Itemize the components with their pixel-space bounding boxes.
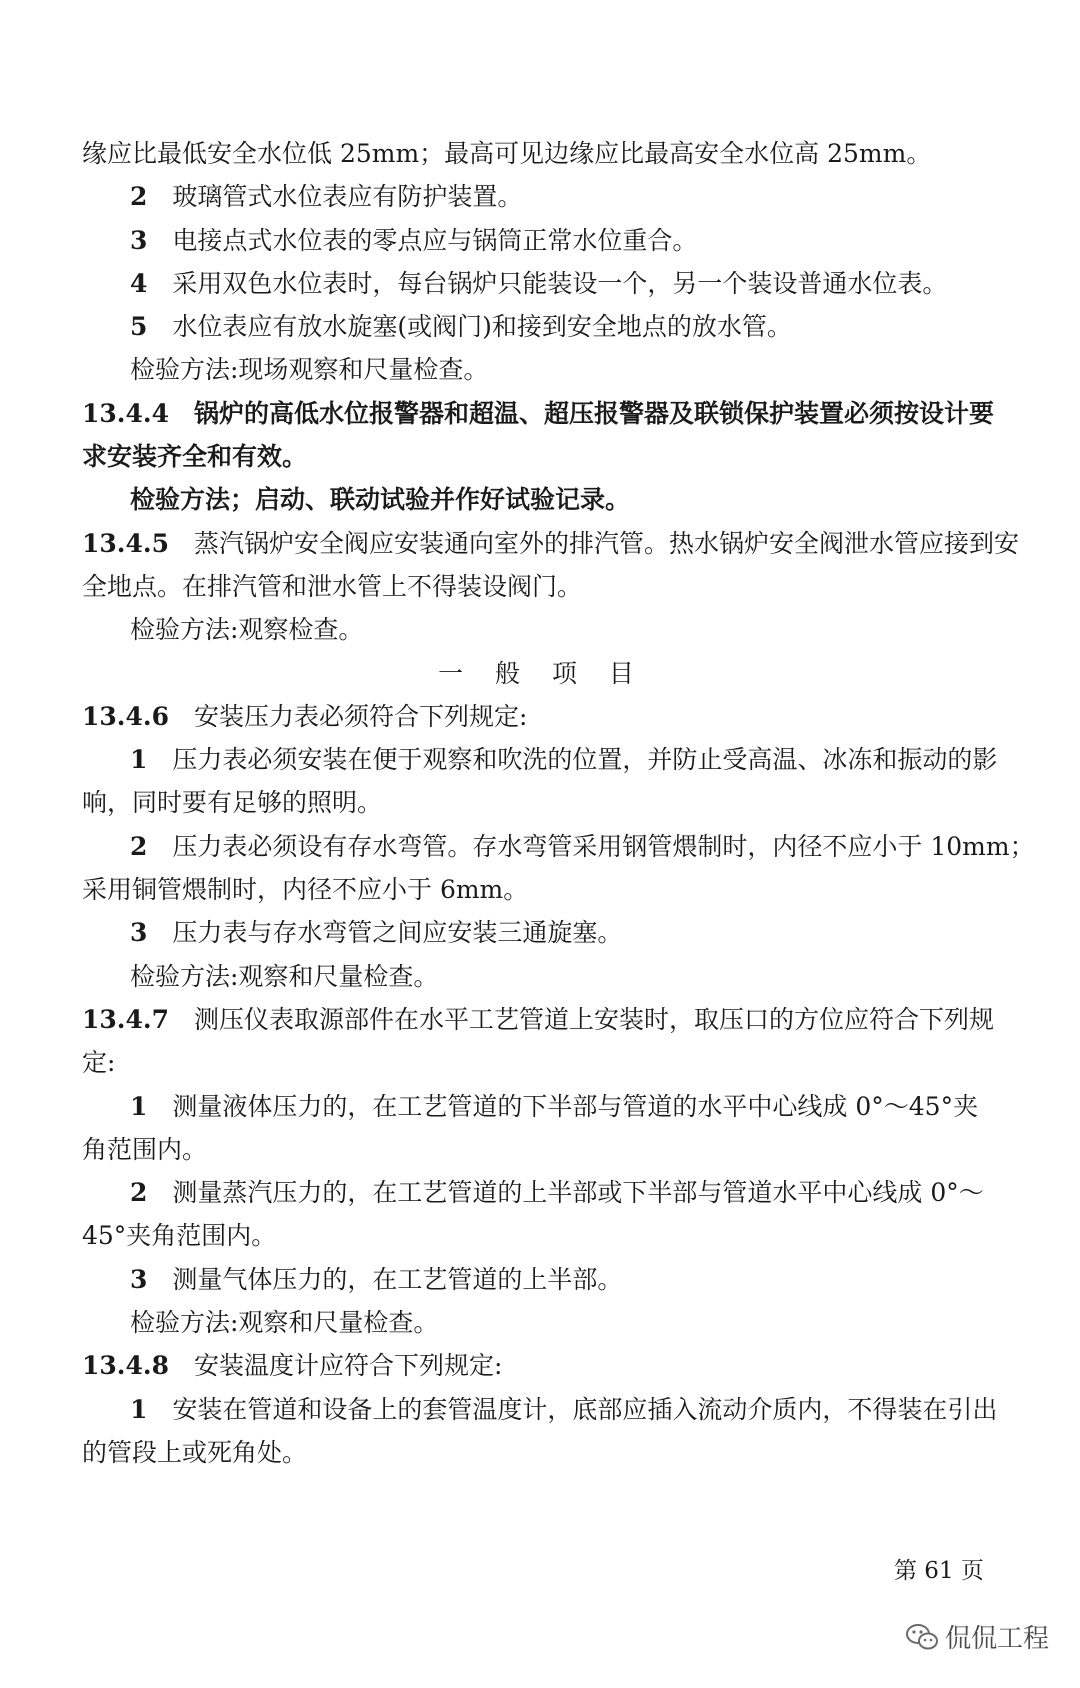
list-item: 3 测量气体压力的，在工艺管道的上半部。 bbox=[130, 1264, 623, 1294]
section-heading: 一 般 项 目 bbox=[438, 658, 646, 688]
list-item-continuation: 的管段上或死角处。 bbox=[82, 1437, 308, 1467]
clause-continuation: 定: bbox=[82, 1048, 116, 1078]
list-item: 2 测量蒸汽压力的，在工艺管道的上半部或下半部与管道水平中心线成 0°～ bbox=[130, 1178, 984, 1208]
list-item: 4 采用双色水位表时，每台锅炉只能装设一个，另一个装设普通水位表。 bbox=[130, 268, 948, 298]
list-item: 5 水位表应有放水旋塞(或阀门)和接到安全地点的放水管。 bbox=[130, 312, 792, 342]
inspection-method: 检验方法:观察和尺量检查。 bbox=[130, 1308, 439, 1338]
clause-13-4-7: 13.4.7 测压仪表取源部件在水平工艺管道上安装时，取压口的方位应符合下列规 bbox=[82, 1004, 995, 1034]
clause-13-4-4: 13.4.4 锅炉的高低水位报警器和超温、超压报警器及联锁保护装置必须按设计要 bbox=[82, 398, 995, 428]
inspection-method: 检验方法:观察和尺量检查。 bbox=[130, 961, 439, 991]
body-text bbox=[82, 132, 1035, 1474]
inspection-method: 检验方法:观察检查。 bbox=[130, 615, 364, 645]
watermark bbox=[905, 1618, 1049, 1655]
list-item-continuation: 角范围内。 bbox=[82, 1134, 208, 1164]
clause-13-4-8: 13.4.8 安装温度计应符合下列规定: bbox=[82, 1351, 503, 1381]
page-number: 第 61 页 bbox=[894, 1558, 984, 1584]
clause-continuation: 求安装齐全和有效。 bbox=[82, 442, 308, 472]
inspection-method: 检验方法:现场观察和尺量检查。 bbox=[130, 355, 489, 385]
list-item: 1 安装在管道和设备上的套管温度计，底部应插入流动介质内，不得装在引出 bbox=[130, 1394, 998, 1424]
list-item-continuation: 45°夹角范围内。 bbox=[82, 1221, 277, 1251]
list-item: 1 测量液体压力的，在工艺管道的下半部与管道的水平中心线成 0°～45°夹 bbox=[130, 1091, 979, 1121]
clause-13-4-6: 13.4.6 安装压力表必须符合下列规定: bbox=[82, 701, 528, 731]
watermark-text: 侃侃工程 bbox=[945, 1624, 1050, 1654]
list-item: 2 玻璃管式水位表应有防护装置。 bbox=[130, 182, 523, 212]
list-item: 1 压力表必须安装在便于观察和吹洗的位置，并防止受高温、冰冻和振动的影 bbox=[130, 745, 998, 775]
clause-continuation: 全地点。在排汽管和泄水管上不得装设阀门。 bbox=[82, 571, 583, 601]
list-item: 2 压力表必须设有存水弯管。存水弯管采用钢管煨制时，内径不应小于 10mm； bbox=[130, 831, 1035, 861]
list-item: 3 电接点式水位表的零点应与锅筒正常水位重合。 bbox=[130, 225, 698, 255]
list-item: 3 压力表与存水弯管之间应安装三通旋塞。 bbox=[130, 918, 623, 948]
list-item-continuation: 响，同时要有足够的照明。 bbox=[82, 788, 383, 818]
clause-13-4-5: 13.4.5 蒸汽锅炉安全阀应安装通向室外的排汽管。热水锅炉安全阀泄水管应接到安 bbox=[82, 528, 1020, 558]
wechat-icon bbox=[905, 1623, 939, 1651]
text-line: 缘应比最低安全水位低 25mm；最高可见边缘应比最高安全水位高 25mm。 bbox=[82, 139, 932, 168]
inspection-method: 检验方法；启动、联动试验并作好试验记录。 bbox=[130, 485, 631, 515]
list-item-continuation: 采用铜管煨制时，内径不应小于 6mm。 bbox=[82, 875, 529, 905]
